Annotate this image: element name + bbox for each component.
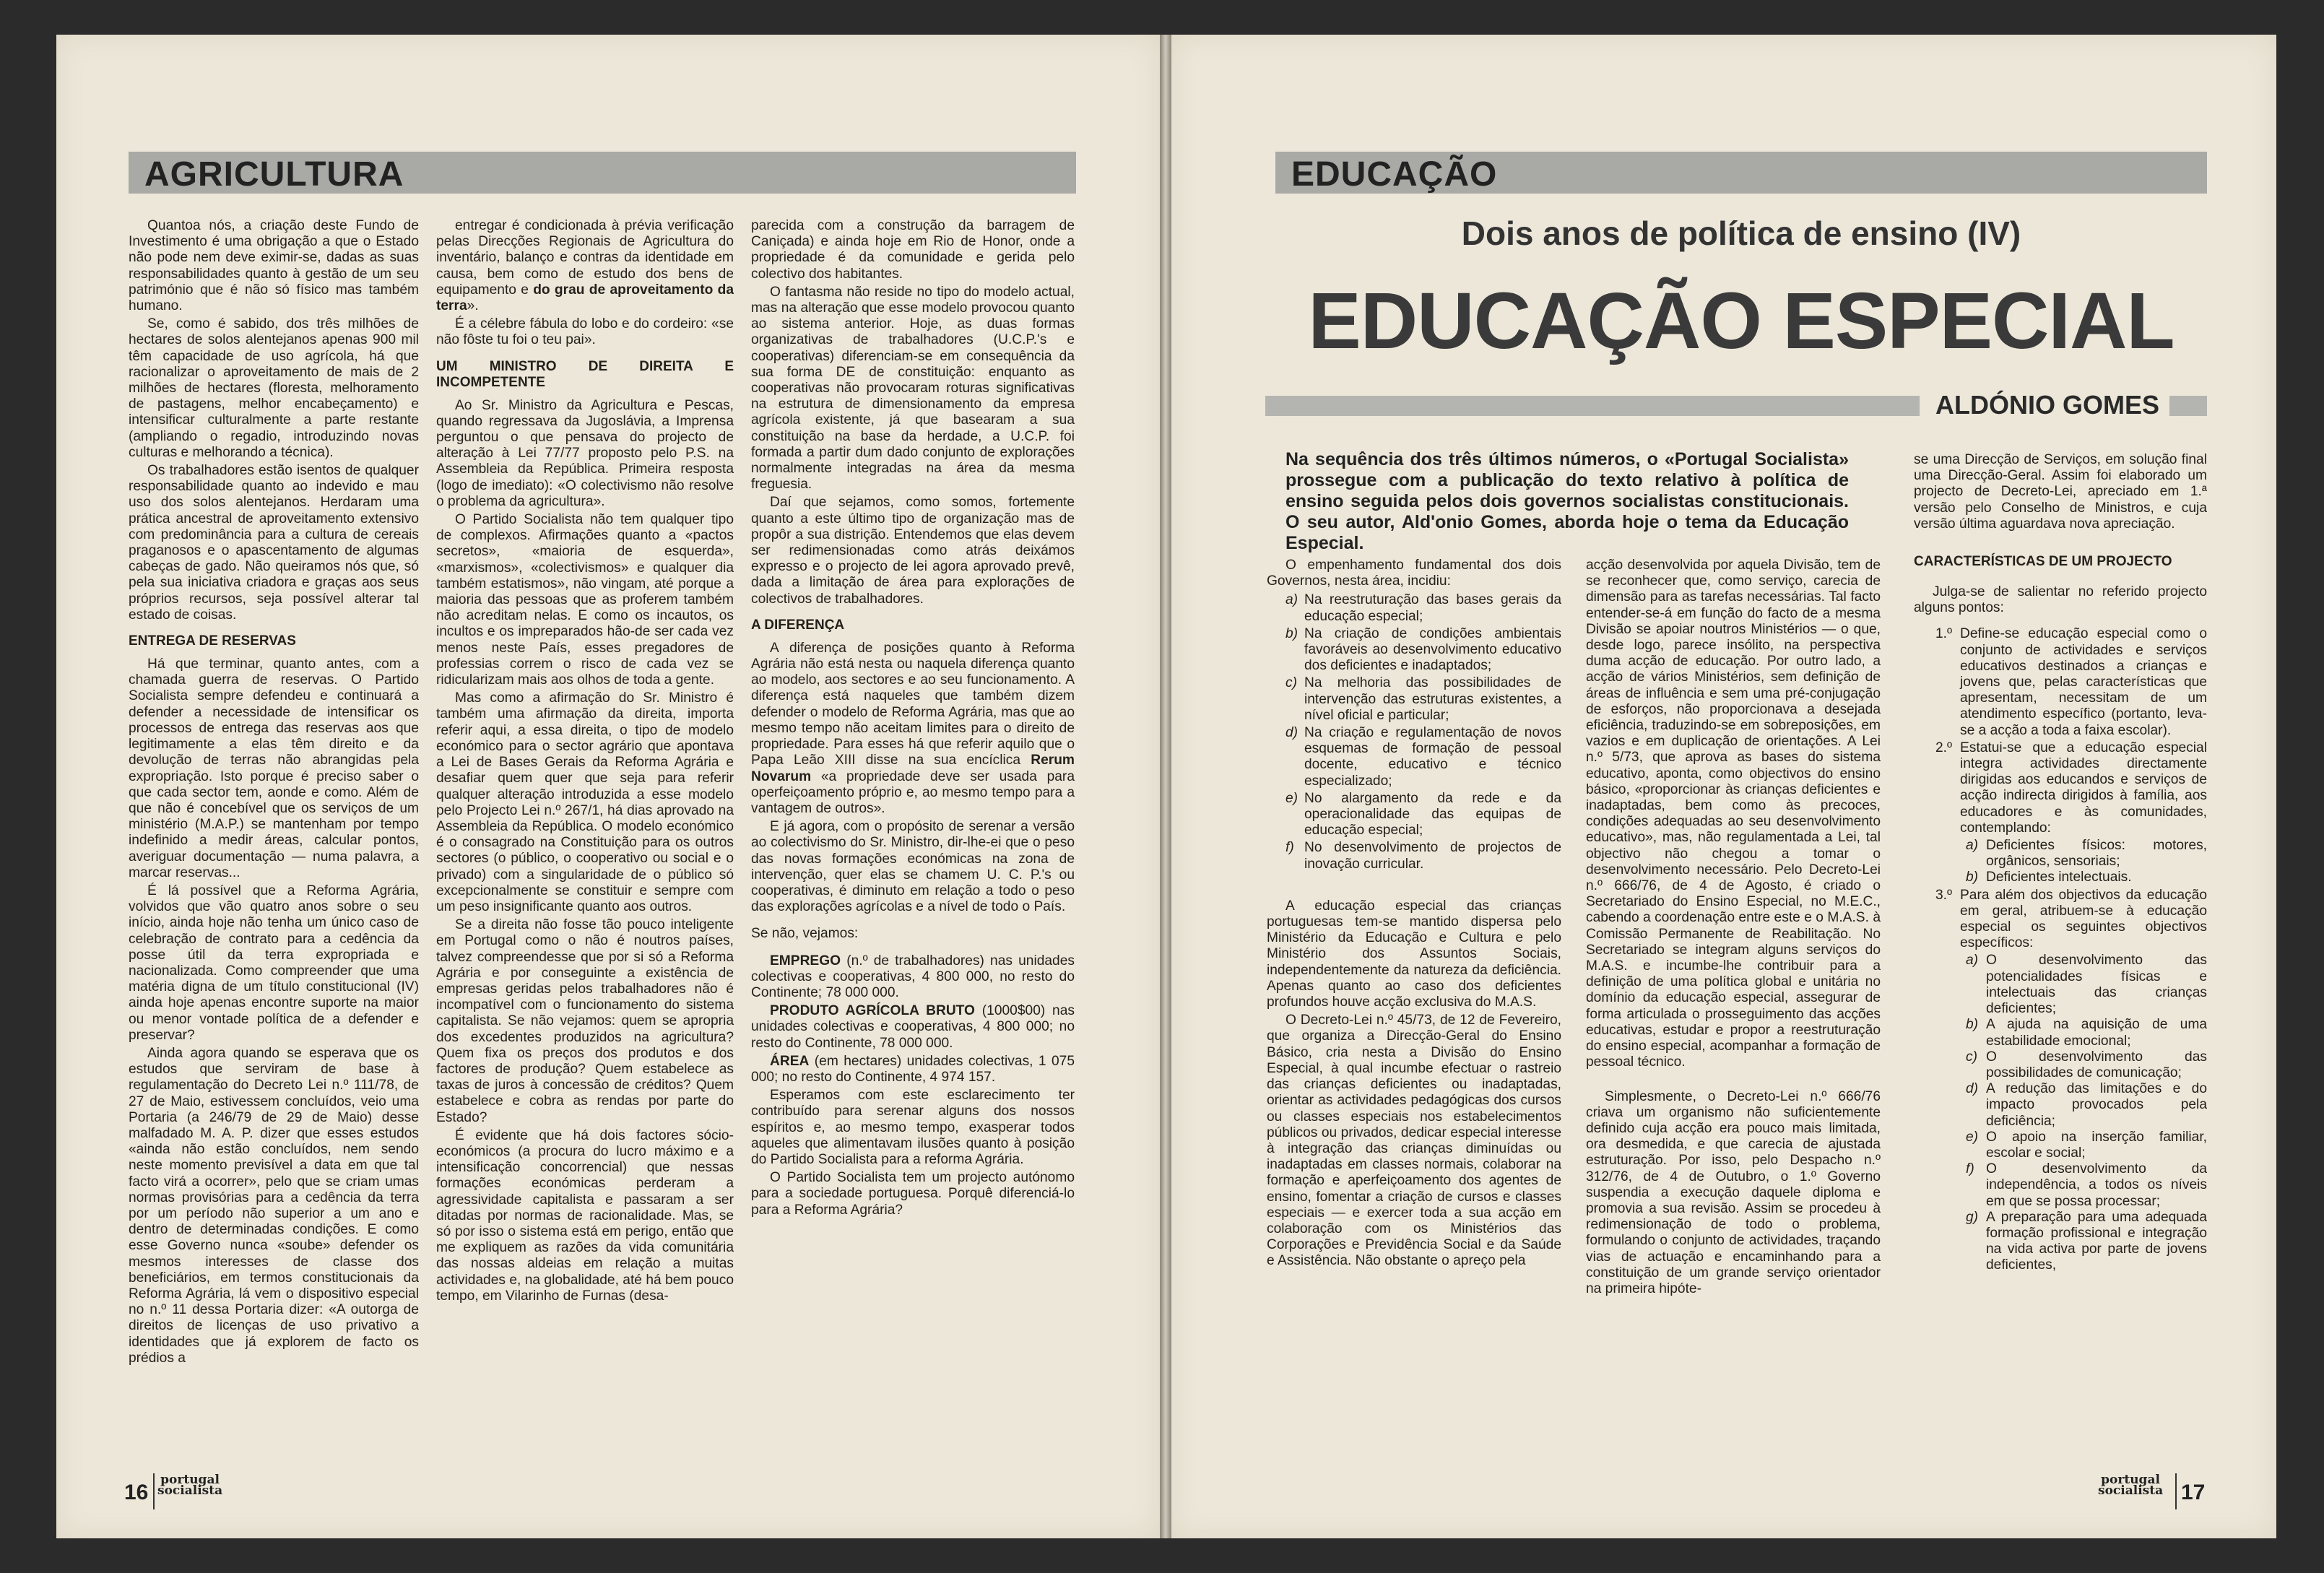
subheading: CARACTERÍSTICAS DE UM PROJECTO xyxy=(1914,554,2172,570)
folio-rule-left xyxy=(153,1473,155,1509)
paragraph: Se não, vejamos: xyxy=(751,926,859,942)
sub-list-item: g) A preparação para uma adequada formação profissional e integração na vida activa por parte de jovens deficientes, xyxy=(1966,1209,2207,1273)
book-spine xyxy=(1160,35,1171,1538)
subheading: UM MINISTRO DE DIREITA E INCOMPETENTE xyxy=(436,358,734,390)
paragraph: E já agora, com o propósito de serenar a versão ao colectivismo do Sr. Ministro, dir-lhe-ei que o peso das novas formações económicas na zona de intervenção, quer elas se chamem U. C. P.'s ou cooperativas, é diminuto em relação a todo o peso das explorações agrícolas e a nível de todo o País. xyxy=(751,819,1075,915)
paragraph: Julga-se de salientar no referido projecto alguns pontos: xyxy=(1914,584,2207,616)
sub-list-item: a) Deficientes físicos: motores, orgânicos, sensoriais; xyxy=(1966,838,2207,870)
section-bar-educacao xyxy=(1275,152,2207,194)
author-name: ALDÓNIO GOMES xyxy=(1935,390,2160,420)
paragraph: entregar é condicionada à prévia verificação pelas Direcções Regionais de Agricultura do inventário, balanço e contras da identidade em causa, bem como de estudo dos bens de equipamento e do grau de aproveitamento da terra». xyxy=(436,218,734,314)
list-number: 2.º xyxy=(1935,740,1953,755)
subheading: A DIFERENÇA xyxy=(751,617,845,633)
paragraph: O Decreto-Lei n.º 45/73, de 12 de Fevereiro, que organiza a Direcção-Geral do Ensino Básico, cria nesta a Divisão do Ensino Especial, à qual incumbe efectuar o rastreio das crianças deficientes ou inadaptadas, orientar as actividades pedagógicas dos cursos ou classes especiais nos estabelecimentos públicos ou privados, dedicar especial interesse à integração das crianças diminuídas ou inadaptadas em classes normais, colaborar na formação e aperfeiçoamento dos agentes de ensino, fomentar a criação de cursos e classes especiais — e exercer toda a sua acção em colaboração com os Ministérios das Corporações e Previdência Social e da Saúde e Assistência. Não obstante o apreço pela xyxy=(1267,1013,1561,1269)
article-column-2 xyxy=(436,218,734,1455)
logo-word-1: portugal xyxy=(160,1473,220,1487)
article-lead: Na sequência dos três últimos números, o «Portugal Socialista» prossegue com a publicação do texto relativo à política de ensino seguida pelos dois governos socialistas constitucionais. O seu autor, Ald'onio Gomes, aborda hoje o tema da Educação Especial. xyxy=(1285,449,1849,553)
paragraph: ÁREA (em hectares) unidades colectivas, 1 075 000; no resto do Continente, 4 974 157. xyxy=(751,1053,1075,1085)
paragraph: O Partido Socialista não tem qualquer tipo de complexos. Afirmações quanto a «pactos secretos», «maioria de esquerda», «marxismos», «colectivismos» e qualquer dia também estatismos», não vingam, até porque a maioria das pessoas que as proferem também não acreditam nelas. E como os incautos, os incultos e os impreparados hão-de ser cada vez menos neste País, esses pregadores de professias correm o risco de cada vez se ridicularizam mais aos olhos de toda a gente. xyxy=(436,512,734,688)
list-label: a) xyxy=(1966,953,1979,968)
paragraph: Mas como a afirmação do Sr. Ministro é também uma afirmação da direita, importa referir aqui, a essa direita, o tipo de modelo económico para o sector agrário que apontava a Lei de Bases Gerais da Reforma Agrária e desafiar quem quer que seja para referir qualquer alteração introduzida a esse modelo pelo Projecto Lei n.º 267/1, há dias aprovado na Assembleia da República. O modelo económico é o consagrado na Constituição para os outros sectores (o público, o cooperativo ou social e o privado) com a singularidade de o público só excepcionalmente se constituir e sempre com um peso insignificante quanto aos outros. xyxy=(436,690,734,914)
paragraph: A diferença de posições quanto à Reforma Agrária não está nesta ou naquela diferença quanto ao modelo, aos sectores e ao seu funcionamento. A diferença está naqueles que também dizem defender o modelo de Reforma Agrária, mas que ao mesmo tempo não aceitam limites para o direito de propriedade. Para esses há que referir aquilo que o Papa Leão XIII disse na sua encíclica Rerum Novarum «a propriedade deve ser usada para operfeiçoamento próprio e, ao mesmo tempo para a vantagem de outros». xyxy=(751,640,1075,816)
sub-list-item: a) O desenvolvimento das potencialidades físicas e intelectuais das crianças deficientes; xyxy=(1966,953,2207,1017)
spacer xyxy=(751,917,1075,926)
sub-list xyxy=(1960,953,2207,1273)
sub-list-item: e) O apoio na inserção familiar, escolar e social; xyxy=(1966,1129,2207,1161)
list-item: b) Na criação de condições ambientais favoráveis ao desenvolvimento educativo dos deficientes e inadaptados; xyxy=(1285,625,1561,674)
logo-word-1: portugal xyxy=(2101,1473,2160,1487)
paragraph: Esperamos com este esclarecimento ter contribuído para serenar alguns dos nossos espíritos e, ao mesmo tempo, exasperar todos aqueles que alimentavam ilusões quanto à posição do Partido Socialista para a reforma Agrária. xyxy=(751,1088,1075,1167)
list-label: b) xyxy=(1285,625,1298,641)
paragraph: Ainda agora quando se esperava que os estudos que serviram de base à regulamentação do Decreto Lei n.º 111/78, de 27 de Maio, estivessem concluídos, veio uma Portaria (a 246/79 de 29 de Maio) desse malfadado M. A. P. dizer que esses estudos «ainda não estão concluídos, nem sendo neste momento previsível a data em que tal facto virá a ocorrer», pelo que se criam umas normas provisórias para a cedência da terra por um período não superior a um ano e dentro de determinadas condições. E como esse Governo nunca «soube» defender os mesmos interesses de classe dos beneficiários, em termos constitucionais da Reforma Agrária, lá vem o dispositivo especial no n.º 11 dessa Portaria dizer: «A outorga de direitos de licenças de uso privativo a identidades que já explorem de facto os prédios a xyxy=(129,1045,419,1366)
list-label: f) xyxy=(1966,1161,1974,1177)
list-item: 2.º Estatui-se que a educação especial integra actividades directamente dirigidas aos educandos e serviços de acção indirecta dirigidos à família, aos educadores e às comunidades, contemplando: a) Deficientes físicos: motores, orgânicos, sensoriais; b) Deficientes intelectuais. xyxy=(1935,740,2207,885)
sub-list-item: d) A redução das limitações e do impacto provocados pela deficiência; xyxy=(1966,1081,2207,1129)
list-label: f) xyxy=(1285,840,1294,856)
folio-rule-right xyxy=(2175,1473,2177,1509)
paragraph: acção desenvolvida por aquela Divisão, tem de se reconhecer que, como serviço, carecia de dimensão para as tarefas necessárias. Tal facto entender-se-á em função do facto de a mesma Divisão se apoiar noutros Ministérios — o que, desde logo, parece insólito, na perspectiva duma acção de educação. Por outro lado, a acção de vários Ministérios, sem definição de áreas de influência e sem uma pré-conjugação de esforços, não proporcionava a desejada eficiência, traduzindo-se em sobreposições, em vazios e em duplicação de orientações. A Lei n.º 5/73, que aprova as bases do sistema educativo, aponta, como objectivos do ensino básico, «proporcionar às crianças deficientes e inadaptadas, bem como às precoces, condições adequadas ao seu desenvolvimento educativo», mas, não regulamentada a Lei, tal objectivo não chegou a tomar o desenvolvimento necessário. Pelo Decreto-Lei n.º 666/76, de 4 de Agosto, é criado o Secretariado do Ensino Especial, no M.E.C., cabendo a coordenação entre este e o M.A.S. à Comissão Permanente de Reabilitação. No Secretariado se integram alguns serviços do M.A.S. e incumbe-lhe contribuir para a definição de uma política global e unitária no domínio da educação especial, assegurar de forma articulada o prosseguimento das acções educativas, estudar e propor a reestruturação do ensino especial, acompanhar a formação de pessoal técnico. xyxy=(1586,558,1881,1070)
sub-list-item: c) O desenvolvimento das possibilidades de comunicação; xyxy=(1966,1049,2207,1080)
paragraph: A educação especial das crianças portuguesas tem-se mantido dispersa pelo Ministério da Educação e Cultura e pelo Ministério dos Assuntos Sociais, independentemente da natureza da deficiência. Apenas quanto ao caso dos deficientes profundos houve acção exclusiva do M.A.S. xyxy=(1267,898,1561,1010)
paragraph: Os trabalhadores estão isentos de qualquer responsabilidade quanto ao indevido e mau uso dos solos alentejanos. Herdaram uma prática ancestral de aproveitamento extensivo com predominância para a cultura de cereais praganosos e o apascentamento de algumas cabeças de gado. Não queiramos nós que, só pela sua iniciativa criadora e graças aos seus próprios recursos, seja possível alterar tal estado de coisas. xyxy=(129,463,419,623)
logo-word-2: socialista xyxy=(157,1483,223,1498)
article-column-2 xyxy=(1586,558,1881,1453)
paragraph: Simplesmente, o Decreto-Lei n.º 666/76 criava um organismo não suficientemente definido cuja acção era pouco mais limitada, ora desmedida, e que carecia de ajustada estruturação. Por isso, pelo Despacho n.º 312/76, de 4 de Outubro, o 1.º Governo suspendia a execução daquele diploma e promovia a sua revisão. Assim se procedeu à redimensionação de todo o problema, formulando o conjunto de actividades, traçando vias de actuação e encaminhando para a constituição de um grande serviço orientador na primeira hipóte- xyxy=(1586,1088,1881,1296)
list-label: e) xyxy=(1285,790,1298,806)
paragraph: É a célebre fábula do lobo e do cordeiro: «se não fôste tu foi o teu pai». xyxy=(436,316,734,348)
paragraph: Se, como é sabido, dos três milhões de hectares de solos alentejanos apenas 900 mil têm capacidade de uso agrícola, há que racionalizar o aproveitamento de mais de 2 milhões de hectares (floresta, melhoramento de pastagens, melhor encabeçamento) e intensificar culturalmente a parte restante (ampliando o regadio, introduzindo novas culturas e melhorando a técnica). xyxy=(129,316,419,460)
objectives-list xyxy=(1267,592,1561,872)
paragraph: EMPREGO (n.º de trabalhadores) nas unidades colectivas e cooperativas, 4 800 000, no resto do Continente; 78 000 000. xyxy=(751,953,1075,1000)
author-rule-end xyxy=(2169,396,2207,416)
list-label: e) xyxy=(1966,1129,1979,1145)
list-item: 3.º Para além dos objectivos da educação em geral, atribuem-se à educação especial os seguintes objectivos específicos: a) O desenvolvimento das potencialidades físicas e intelectuais das crianças deficientes; b) A ajuda na aquisição de uma estabilidade emocional; c) O desenvolvimento das possibilidades de comunicação; d) A redução das limitações e do impacto provocados pela deficiência; e) O apoio na inserção familiar, escolar e social; f) O desenvolvimento da independência, a todos os níveis em que se possa processar; g) A preparação para uma adequada formação profissional e integração na vida activa por parte de jovens deficientes, xyxy=(1935,887,2207,1273)
list-item: d) Na criação e regulamentação de novos esquemas de formação de pessoal docente, educativo e técnico especializado; xyxy=(1285,725,1561,789)
author-rule xyxy=(1265,396,1920,416)
page-number-left: 16 xyxy=(124,1481,149,1504)
paragraph: O fantasma não reside no tipo do modelo actual, mas na alteração que esse modelo provocou quanto ao sistema anterior. Hoje, as duas formas organizativas de trabalhadores (U.C.P.'s e cooperativas) diferenciam-se em consequência da sua forma DE de constituição: enquanto as cooperativas não provocaram roturas significativas na estrutura de dimensionamento da empresa agrícola existente, já que basearam a sua constituição na base da herdade, a U.C.P. foi formada a partir dum dado conjunto de explorações normalmente integradas na área da mesma freguesia. xyxy=(751,284,1075,493)
list-number: 3.º xyxy=(1935,887,1953,903)
list-label: c) xyxy=(1285,675,1297,691)
paragraph: Quantoa nós, a criação deste Fundo de Investimento é uma obrigação a que o Estado não pode nem deve eximir-se, dadas as suas responsabilidades quanto à gestão de um seu património que é não só físico mas também humano. xyxy=(129,218,419,314)
project-points-list xyxy=(1914,626,2207,1273)
paragraph: se uma Direcção de Serviços, em solução final uma Direcção-Geral. Assim foi elaborado um projecto de Decreto-Lei, apreciado em 1.ª versão pelo Conselho de Ministros, e cuja versão última aguardava nova apreciação. xyxy=(1914,452,2207,532)
article-column-1 xyxy=(129,218,419,1455)
publication-logo-right xyxy=(2098,1475,2163,1496)
list-label: d) xyxy=(1966,1081,1979,1097)
paragraph: PRODUTO AGRÍCOLA BRUTO (1000$00) nas unidades colectivas e cooperativas, 4 800 000; no resto do Continente, 78 000 000. xyxy=(751,1003,1075,1051)
sub-list-item: b) A ajuda na aquisição de uma estabilidade emocional; xyxy=(1966,1017,2207,1049)
paragraph: Ao Sr. Ministro da Agricultura e Pescas, quando regressava da Jugoslávia, a Imprensa perguntou o que pensava do projecto de alteração à Lei 77/77 proposto pelo P.S. na Assembleia da República. Primeira resposta (logo de imediato): «O colectivismo não resolve o problema da agricultura». xyxy=(436,397,734,509)
list-item: e) No alargamento da rede e da operacionalidade das equipas de educação especial; xyxy=(1285,790,1561,838)
list-number: 1.º xyxy=(1935,626,1953,642)
section-title: EDUCAÇÃO xyxy=(1291,155,1498,194)
paragraph: parecida com a construção da barragem de Caniçada) e ainda hoje em Rio de Honor, onde a propriedade é da comunidade e gerida pelo colectivo dos habitantes. xyxy=(751,218,1075,282)
sub-list-item: f) O desenvolvimento da independência, a todos os níveis em que se possa processar; xyxy=(1966,1161,2207,1209)
list-label: d) xyxy=(1285,725,1298,741)
list-item: f) No desenvolvimento de projectos de inovação curricular. xyxy=(1285,840,1561,872)
list-item: a) Na reestruturação das bases gerais da educação especial; xyxy=(1285,592,1561,624)
list-label: c) xyxy=(1966,1049,1977,1065)
spacer xyxy=(751,945,1075,953)
section-bar-agricultura xyxy=(129,152,1076,194)
subheading: ENTREGA DE RESERVAS xyxy=(129,633,296,649)
list-label: a) xyxy=(1966,838,1979,854)
paragraph: O Partido Socialista tem um projecto autónomo para a sociedade portuguesa. Porquê diferenciá-lo para a Reforma Agrária? xyxy=(751,1170,1075,1218)
article-column-1 xyxy=(1267,558,1561,1453)
section-title: AGRICULTURA xyxy=(144,155,404,194)
sub-list-item: b) Deficientes intelectuais. xyxy=(1966,870,2132,885)
article-column-3 xyxy=(751,218,1075,1455)
page-number-right: 17 xyxy=(2181,1481,2206,1504)
paragraph: O empenhamento fundamental dos dois Governos, nesta área, incidiu: xyxy=(1267,558,1561,589)
paragraph: Há que terminar, quanto antes, com a chamada guerra de reservas. O Partido Socialista sempre defendeu e continuará a defender a necessidade de intensificar os processos de entrega das reservas aos que legitimamente a elas têm direito e da devolução de terras não abrangidas pela expropriação. Isto porque é preciso saber o que cada sector tem, aonde e como. Além de que não é concebível que os serviços de um ministério (M.A.P.) se mantenham por tempo indefinido a medir áreas, calcular pontos, averiguar documentação — numa palavra, a marcar reservas... xyxy=(129,656,419,880)
kicker-title: Dois anos de política de ensino (IV) xyxy=(1461,214,2021,252)
paragraph: É evidente que há dois factores sócio-económicos (a procura do lucro máximo e a intensificação concorrencial) que nessas formações económicas perderam a agressividade capitalista e passaram a ser ditadas por normas de racionalidade. Mas, se só por isso o sistema está em perigo, então que me expliquem as razões da vida comunitária das nossas aldeias em relação a muitas actividades e, na globalidade, até há bem pouco tempo, em Vilarinho de Furnas (desa- xyxy=(436,1127,734,1304)
headline: EDUCAÇÃO ESPECIAL xyxy=(1308,277,2175,365)
list-label: b) xyxy=(1966,870,1979,885)
paragraph: Daí que sejamos, como somos, fortemente quanto a este último tipo de organização mas de propôr a sua distrição. Entendemos que elas devem ser redimensionadas como atrás deixámos expresso e o projecto de lei agora aprovado prevê, dada a limitação de área para explorações de colectivos de trabalhadores. xyxy=(751,495,1075,607)
list-item: c) Na melhoria das possibilidades de intervenção das estruturas existentes, a nível oficial e particular; xyxy=(1285,675,1561,723)
list-label: b) xyxy=(1966,1017,1979,1033)
paragraph: É lá possível que a Reforma Agrária, volvidos que vão quatro anos sobre o seu início, ainda hoje não tenha um único caso de celebração de contrato para a cedência da posse útil da terra expropriada e nacionalizada. Como compreender que uma matéria digna de um título constitucional (IV) ainda hoje apenas encontre suporte na maior ou menor vontade política de a defender e preservar? xyxy=(129,883,419,1043)
sub-list xyxy=(1960,838,2207,886)
logo-word-2: socialista xyxy=(2098,1483,2164,1498)
list-item: 1.º Define-se educação especial como o conjunto de actividades e serviços educativos destinados a crianças e jovens que, pelas características que apresentam, necessitam de um atendimento específico (portanto, leva-se a acção a toda a faixa escolar). xyxy=(1935,626,2207,738)
list-label: a) xyxy=(1285,592,1298,608)
article-column-3 xyxy=(1914,452,2207,1453)
publication-logo-left xyxy=(157,1475,222,1496)
list-label: g) xyxy=(1966,1209,1979,1225)
paragraph: Se a direita não fosse tão pouco inteligente em Portugal como o não é noutros países, talvez compreendesse que por si só a Reforma Agrária e por conseguinte a existência de empresas geridas pelos trabalhadores não é incompatível com o funcionamento do sistema capitalista. Se não vejamos: quem se apropria dos excedentes produzidos na agricultura? Quem fixa os preços dos produtos e dos factores de produção? Quem estabelece as taxas de juros à concessão de créditos? Quem estabelece e cobra as rendas por parte do Estado? xyxy=(436,917,734,1125)
